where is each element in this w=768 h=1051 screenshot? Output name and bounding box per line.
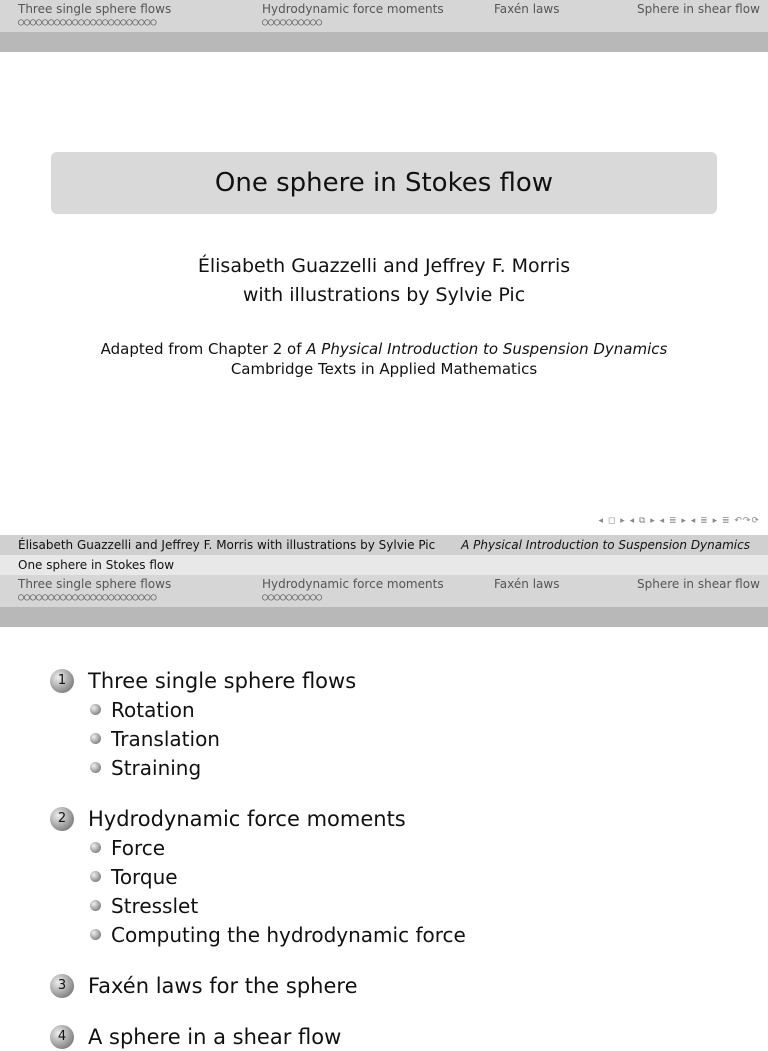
outline-subsection-title: Stresslet (111, 893, 199, 918)
subsection-bar-2 (0, 607, 768, 627)
section-navigation (0, 0, 768, 32)
footer-author-band (0, 535, 768, 555)
nav-section-3[interactable]: Faxén laws (494, 2, 560, 16)
nav-section-2[interactable]: Hydrodynamic force moments (262, 2, 444, 16)
outline-subsection-title: Computing the hydrodynamic force (111, 922, 466, 947)
book-title: A Physical Introduction to Suspension Dynamics (306, 340, 668, 358)
outline-subsection-title: Force (111, 835, 166, 860)
section-number-ball: 3 (50, 974, 74, 998)
bullet-icon (90, 842, 101, 853)
outline-section-title: Faxén laws for the sphere (88, 973, 358, 998)
outline-subsection-title: Straining (111, 755, 202, 780)
outline-subsection-title: Rotation (111, 697, 195, 722)
section-navigation-2 (0, 575, 768, 607)
beamer-navigation-controls[interactable]: ◂ ◻ ▸ ◂ ⧉ ▸ ◂ ≣ ▸ ◂ ≣ ▸ ≣ ↶↷⟳ (598, 516, 760, 526)
nav-section-4[interactable]: Sphere in shear flow (637, 2, 760, 16)
outline-subsection[interactable] (50, 753, 466, 782)
bullet-icon (90, 733, 101, 744)
nav-frame-dots-2[interactable]: ○○○○○○○○○○ (262, 17, 323, 28)
outline-subsection[interactable] (50, 724, 466, 753)
outline-section[interactable] (50, 666, 466, 695)
authors-line-2: with illustrations by Sylvie Pic (242, 284, 526, 306)
section-number-ball: 4 (50, 1025, 74, 1049)
adapted-prefix: Adapted from Chapter 2 of (100, 340, 307, 358)
footer-title: One sphere in Stokes flow (18, 558, 175, 572)
outline-subsection[interactable] (50, 920, 466, 949)
bullet-icon (90, 704, 101, 715)
outline-subsection[interactable] (50, 833, 466, 862)
nav-frame-dots-1[interactable]: ○○○○○○○○○○○○○○○○○○○○○○○ (18, 17, 157, 28)
outline-section[interactable] (50, 971, 466, 1000)
outline-subsection[interactable] (50, 695, 466, 724)
outline-slide (0, 535, 768, 1049)
nav-section-4[interactable]: Sphere in shear flow (637, 577, 760, 591)
outline-subsection[interactable] (50, 891, 466, 920)
subsection-bar (0, 32, 768, 52)
nav-section-1[interactable]: Three single sphere flows (18, 2, 172, 16)
outline-section-title: A sphere in a shear flow (88, 1024, 342, 1049)
section-number-ball: 1 (50, 669, 74, 693)
outline-section[interactable] (50, 1022, 466, 1051)
presentation-title: One sphere in Stokes flow (214, 168, 554, 198)
footer-title-band (0, 555, 768, 575)
outline-section-title: Three single sphere flows (88, 668, 357, 693)
nav-section-2[interactable]: Hydrodynamic force moments (262, 577, 444, 591)
outline-subsection-title: Translation (111, 726, 220, 751)
outline-section[interactable] (50, 804, 466, 833)
section-number-ball: 2 (50, 807, 74, 831)
authors-line-1: Élisabeth Guazzelli and Jeffrey F. Morris (197, 255, 571, 277)
footer-book-title: A Physical Introduction to Suspension Dynamics (461, 538, 750, 552)
book-series: Cambridge Texts in Applied Mathematics (230, 360, 538, 378)
footer-authors: Élisabeth Guazzelli and Jeffrey F. Morris with illustrations by Sylvie Pic (18, 538, 436, 552)
nav-section-1[interactable]: Three single sphere flows (18, 577, 172, 591)
nav-frame-dots-1[interactable]: ○○○○○○○○○○○○○○○○○○○○○○○ (18, 592, 157, 603)
outline-subsection-title: Torque (111, 864, 178, 889)
nav-frame-dots-2[interactable]: ○○○○○○○○○○ (262, 592, 323, 603)
bullet-icon (90, 929, 101, 940)
outline-subsection[interactable] (50, 862, 466, 891)
bullet-icon (90, 871, 101, 882)
title-box (51, 152, 717, 214)
nav-section-3[interactable]: Faxén laws (494, 577, 560, 591)
outline-section-title: Hydrodynamic force moments (88, 806, 406, 831)
adapted-from-note (0, 340, 768, 358)
outline-list (50, 666, 466, 1051)
bullet-icon (90, 762, 101, 773)
bullet-icon (90, 900, 101, 911)
